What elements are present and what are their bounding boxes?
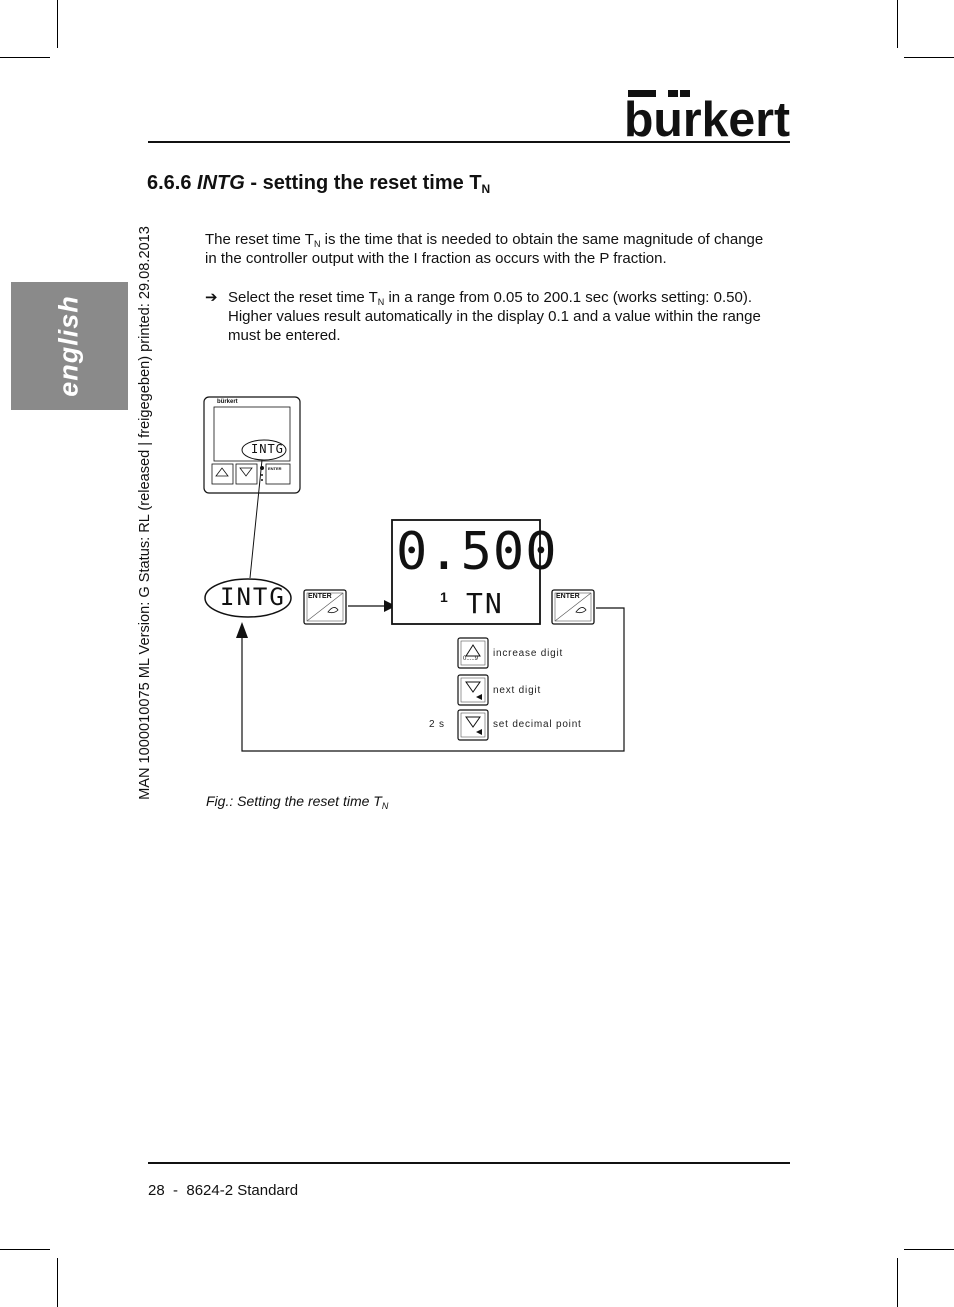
footer-rule [148, 1162, 790, 1164]
document-title: 8624-2 Standard [186, 1182, 299, 1199]
legend-next-digit: next digit [493, 685, 542, 696]
legend-hold-time: 2 s [429, 719, 445, 730]
lcd-param: TN [466, 587, 504, 620]
crop-mark [897, 1258, 898, 1307]
reset-time-diagram [200, 390, 640, 760]
crop-mark [904, 57, 954, 58]
lcd-value: 0.500 [396, 522, 558, 582]
key-down-icon [458, 710, 488, 740]
arrow-icon: ➔ [205, 289, 218, 306]
section-heading [147, 172, 490, 196]
header-rule [148, 141, 790, 143]
crop-mark [897, 0, 898, 48]
page-footer: 28 - 8624-2 Standard [148, 1182, 299, 1199]
language-label: english [53, 295, 84, 397]
crop-mark [57, 0, 58, 48]
device-enter-label: ENTER [268, 466, 282, 471]
device-key-down-icon [236, 464, 257, 484]
page-number: 28 [148, 1182, 165, 1199]
enter-key-label: ENTER [556, 593, 580, 600]
crop-mark [57, 1258, 58, 1307]
device-display-text: INTG [251, 442, 284, 456]
burkert-logo [624, 88, 792, 140]
section-title: - setting the reset time T [244, 172, 482, 194]
menu-oval-text: INTG [220, 583, 286, 611]
device-brand: bürkert [217, 399, 238, 405]
instruction-text: Select the reset time $T_N$ in a range from 0.05 to 200.1 sec (works setting: 0.50). Higher values result automatically in the display 0.1 and a value within the range must be entered. [228, 289, 761, 344]
crop-mark [904, 1249, 954, 1250]
crop-mark [0, 57, 50, 58]
section-number: 6.6.6 [147, 172, 192, 194]
section-keyword: INTG [197, 172, 245, 194]
lcd-index: 1 [440, 589, 448, 605]
key-up-label: 0.....9 [463, 656, 479, 662]
key-up-icon [458, 638, 488, 668]
crop-mark [0, 1249, 50, 1250]
svg-text:burkert: burkert [624, 93, 790, 140]
device-key-up-icon [212, 464, 233, 484]
legend-increase-digit: increase digit [493, 648, 564, 659]
document-meta: MAN 1000010075 ML Version: G Status: RL (released | freigegeben) printed: 29.08.2013 [137, 226, 153, 800]
enter-key-label: ENTER [308, 593, 332, 600]
instruction-bullet [205, 288, 775, 345]
figure-caption: Fig.: Setting the reset time $T_N$ [206, 793, 389, 811]
section-title-subscript: N [481, 182, 491, 196]
key-down-icon [458, 675, 488, 705]
intro-paragraph: The reset time $T_N$ is the time that is needed to obtain the same magnitude of change in the controller output with the I fraction as occurs with the P fraction. [205, 231, 764, 267]
legend-set-decimal-point: set decimal point [493, 719, 582, 730]
